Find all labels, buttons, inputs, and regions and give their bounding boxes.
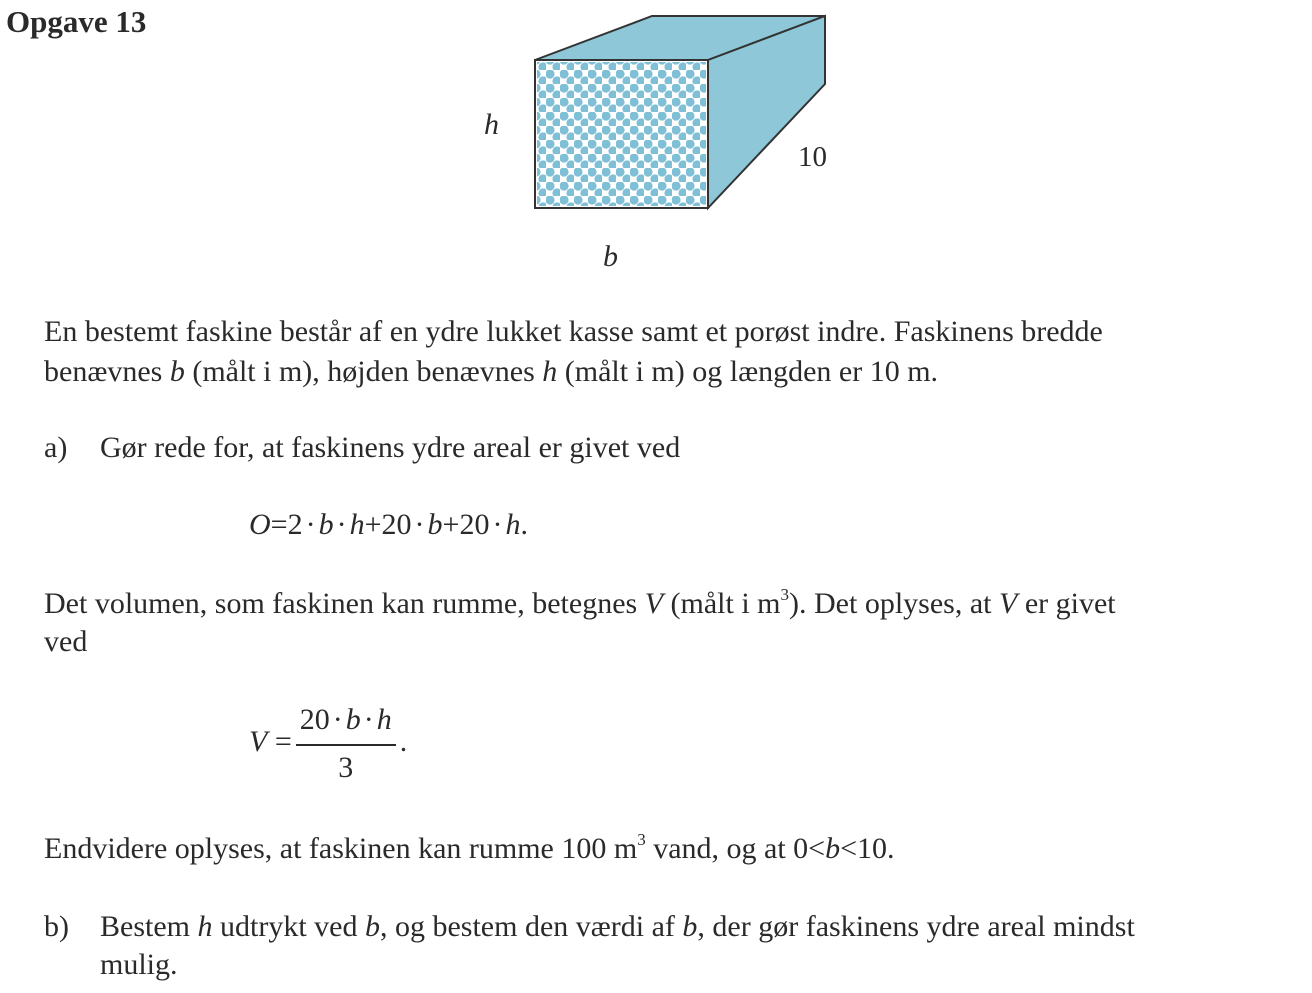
question-b-line-2: mulig.: [100, 948, 178, 981]
intro-line-1: En bestemt faskine består af en ydre lukket kasse samt et porøst indre. Faskinens bredde: [44, 315, 1103, 348]
label-length: 10: [798, 141, 827, 173]
volume-fraction: $\frac{20 \cdot b \cdot h}{3}$: [296, 700, 396, 788]
volume-text-line-1: Det volumen, som faskinen kan rumme, betegnes V (målt i $m^3$). Det oplyses, at V er givet: [44, 585, 1116, 620]
volume-text-line-2: ved: [44, 625, 88, 658]
question-b-line-1: Bestem h udtrykt ved b, og bestem den værdi af b, der gør faskinens ydre areal mindst: [100, 910, 1135, 943]
formula-volume: V = $\frac{20 \cdot b \cdot h}{3}$ .: [249, 700, 407, 788]
task-title: Opgave 13: [6, 4, 147, 39]
question-b-label: b): [44, 910, 69, 943]
faskine-figure: [0, 0, 1312, 300]
intro-line-2: benævnes b (målt i m), højden benævnes h (målt i m) og længden er 10 m.: [44, 355, 939, 388]
formula-area: O=2 · b · h+20 · b+20 · h.: [249, 508, 528, 541]
further-info: Endvidere oplyses, at faskinen kan rumme 100 $m^3$ vand, og at 0<b<10.: [44, 830, 895, 865]
label-b: b: [603, 240, 618, 273]
porous-interior-pattern: [537, 62, 706, 206]
question-a-text: Gør rede for, at faskinens ydre areal er givet ved: [100, 431, 681, 464]
question-a-label: a): [44, 431, 68, 464]
label-h: h: [484, 108, 499, 141]
